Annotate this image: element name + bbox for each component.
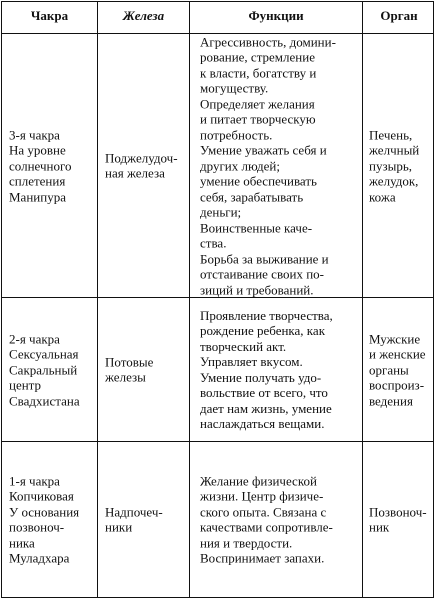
organ-cell bbox=[363, 34, 435, 297]
text-line: Поджелудоч- bbox=[105, 150, 178, 165]
table-row bbox=[2, 34, 433, 298]
text-line: органы bbox=[369, 361, 409, 377]
text-line: Мужские bbox=[369, 330, 421, 346]
text-line: качествами сопротивле- bbox=[200, 519, 333, 535]
text-line: Проявление творчества, bbox=[200, 307, 333, 323]
chakra-cell bbox=[2, 34, 98, 297]
text-line: Потовые bbox=[105, 354, 154, 369]
organ-text bbox=[369, 127, 433, 205]
organ-text bbox=[369, 331, 433, 409]
text-line: пузырь, bbox=[369, 157, 413, 173]
functions-cell bbox=[190, 442, 363, 597]
chakra-text bbox=[9, 473, 93, 566]
gland-text bbox=[105, 504, 185, 535]
header-chakra: Чакра bbox=[2, 2, 98, 33]
text-line: рование, стремление bbox=[200, 49, 315, 65]
text-line: Воинственные каче- bbox=[200, 219, 313, 235]
organ-cell bbox=[363, 298, 435, 441]
chakra-text bbox=[9, 127, 93, 205]
text-line: ники bbox=[105, 519, 133, 535]
text-line: ства. bbox=[200, 235, 227, 251]
text-line: Муладхара bbox=[9, 550, 70, 566]
text-line: других людей; bbox=[200, 157, 280, 173]
text-line: и питает творческую bbox=[200, 111, 316, 127]
chakra-table bbox=[1, 1, 434, 598]
functions-text bbox=[200, 473, 358, 566]
functions-text bbox=[200, 308, 358, 432]
text-line: и женские bbox=[369, 346, 426, 362]
organ-cell bbox=[363, 442, 435, 597]
text-line: к власти, богатству и bbox=[200, 64, 317, 80]
chakra-text bbox=[9, 331, 93, 409]
text-line: ник bbox=[369, 519, 390, 535]
text-line: Агрессивность, домини- bbox=[200, 33, 336, 49]
text-line: ского опыта. Связана с bbox=[200, 504, 327, 519]
text-line: воспроиз- bbox=[369, 377, 425, 393]
text-line: желчный bbox=[369, 142, 420, 158]
chakra-cell bbox=[2, 442, 98, 597]
header-gland: Железа bbox=[98, 2, 190, 33]
gland-cell bbox=[98, 442, 190, 597]
text-line: умение обеспечивать bbox=[200, 173, 317, 189]
text-line: наслаждаться вещами. bbox=[200, 416, 325, 431]
text-line: 2-я чакра bbox=[9, 330, 60, 346]
text-line: Сексуальная bbox=[9, 346, 79, 362]
text-line: Свадхистана bbox=[9, 392, 80, 408]
text-line: позвоноч- bbox=[9, 519, 65, 535]
table-row bbox=[2, 442, 433, 597]
functions-cell bbox=[190, 298, 363, 441]
text-line: себя, зарабатывать bbox=[200, 188, 304, 204]
text-line: деньги; bbox=[200, 204, 242, 220]
text-line: ная железа bbox=[105, 165, 165, 181]
text-line: ведения bbox=[369, 392, 413, 408]
gland-cell bbox=[98, 298, 190, 441]
gland-text bbox=[105, 354, 185, 385]
text-line: Желание физической bbox=[200, 473, 317, 488]
text-line: солнечного bbox=[9, 157, 72, 173]
text-line: Сакральный bbox=[9, 361, 78, 377]
text-line: отстаивание своих по- bbox=[200, 266, 324, 282]
text-line: дает нам жизнь, умение bbox=[200, 400, 332, 416]
organ-text bbox=[369, 504, 433, 535]
text-line: Манипура bbox=[9, 188, 66, 204]
text-line: На уровне bbox=[9, 142, 66, 158]
header-functions: Функции bbox=[190, 2, 363, 33]
text-line: Надпочеч- bbox=[105, 504, 163, 519]
text-line: жизни. Центр физиче- bbox=[200, 488, 324, 504]
text-line: желудок, bbox=[369, 173, 419, 189]
text-line: сплетения bbox=[9, 173, 66, 189]
text-line: Умение уважать себя и bbox=[200, 142, 327, 158]
table-row bbox=[2, 298, 433, 442]
text-line: Умение получать удо- bbox=[200, 369, 322, 385]
text-line: 3-я чакра bbox=[9, 126, 60, 142]
text-line: Борьба за выживание и bbox=[200, 250, 329, 266]
text-line: Определяет желания bbox=[200, 95, 315, 111]
text-line: Копчиковая bbox=[9, 488, 74, 504]
text-line: ния и твердости. bbox=[200, 535, 293, 550]
text-line: Позвоноч- bbox=[369, 504, 427, 519]
text-line: могуществу. bbox=[200, 80, 269, 96]
text-line: вольствие от всего, что bbox=[200, 385, 328, 400]
text-line: кожа bbox=[369, 188, 396, 204]
text-line: Управляет вкусом. bbox=[200, 354, 303, 369]
header-organ: Орган bbox=[380, 8, 418, 23]
text-line: рождение ребенка, как bbox=[200, 323, 326, 338]
text-line: потребность. bbox=[200, 126, 273, 142]
text-line: зиций и требований. bbox=[200, 281, 314, 297]
text-line: Печень, bbox=[369, 126, 413, 142]
text-line: творческий акт. bbox=[200, 338, 287, 354]
functions-text bbox=[200, 34, 358, 298]
text-line: ника bbox=[9, 535, 35, 550]
text-line: центр bbox=[9, 377, 42, 393]
gland-cell bbox=[98, 34, 190, 297]
text-line: Воспринимает запахи. bbox=[200, 550, 325, 566]
text-line: 1-я чакра bbox=[9, 473, 60, 488]
functions-cell bbox=[190, 34, 363, 297]
chakra-cell bbox=[2, 298, 98, 441]
gland-text bbox=[105, 150, 185, 181]
text-line: железы bbox=[105, 369, 146, 385]
text-line: У основания bbox=[9, 504, 80, 519]
table-header-row bbox=[2, 2, 433, 34]
